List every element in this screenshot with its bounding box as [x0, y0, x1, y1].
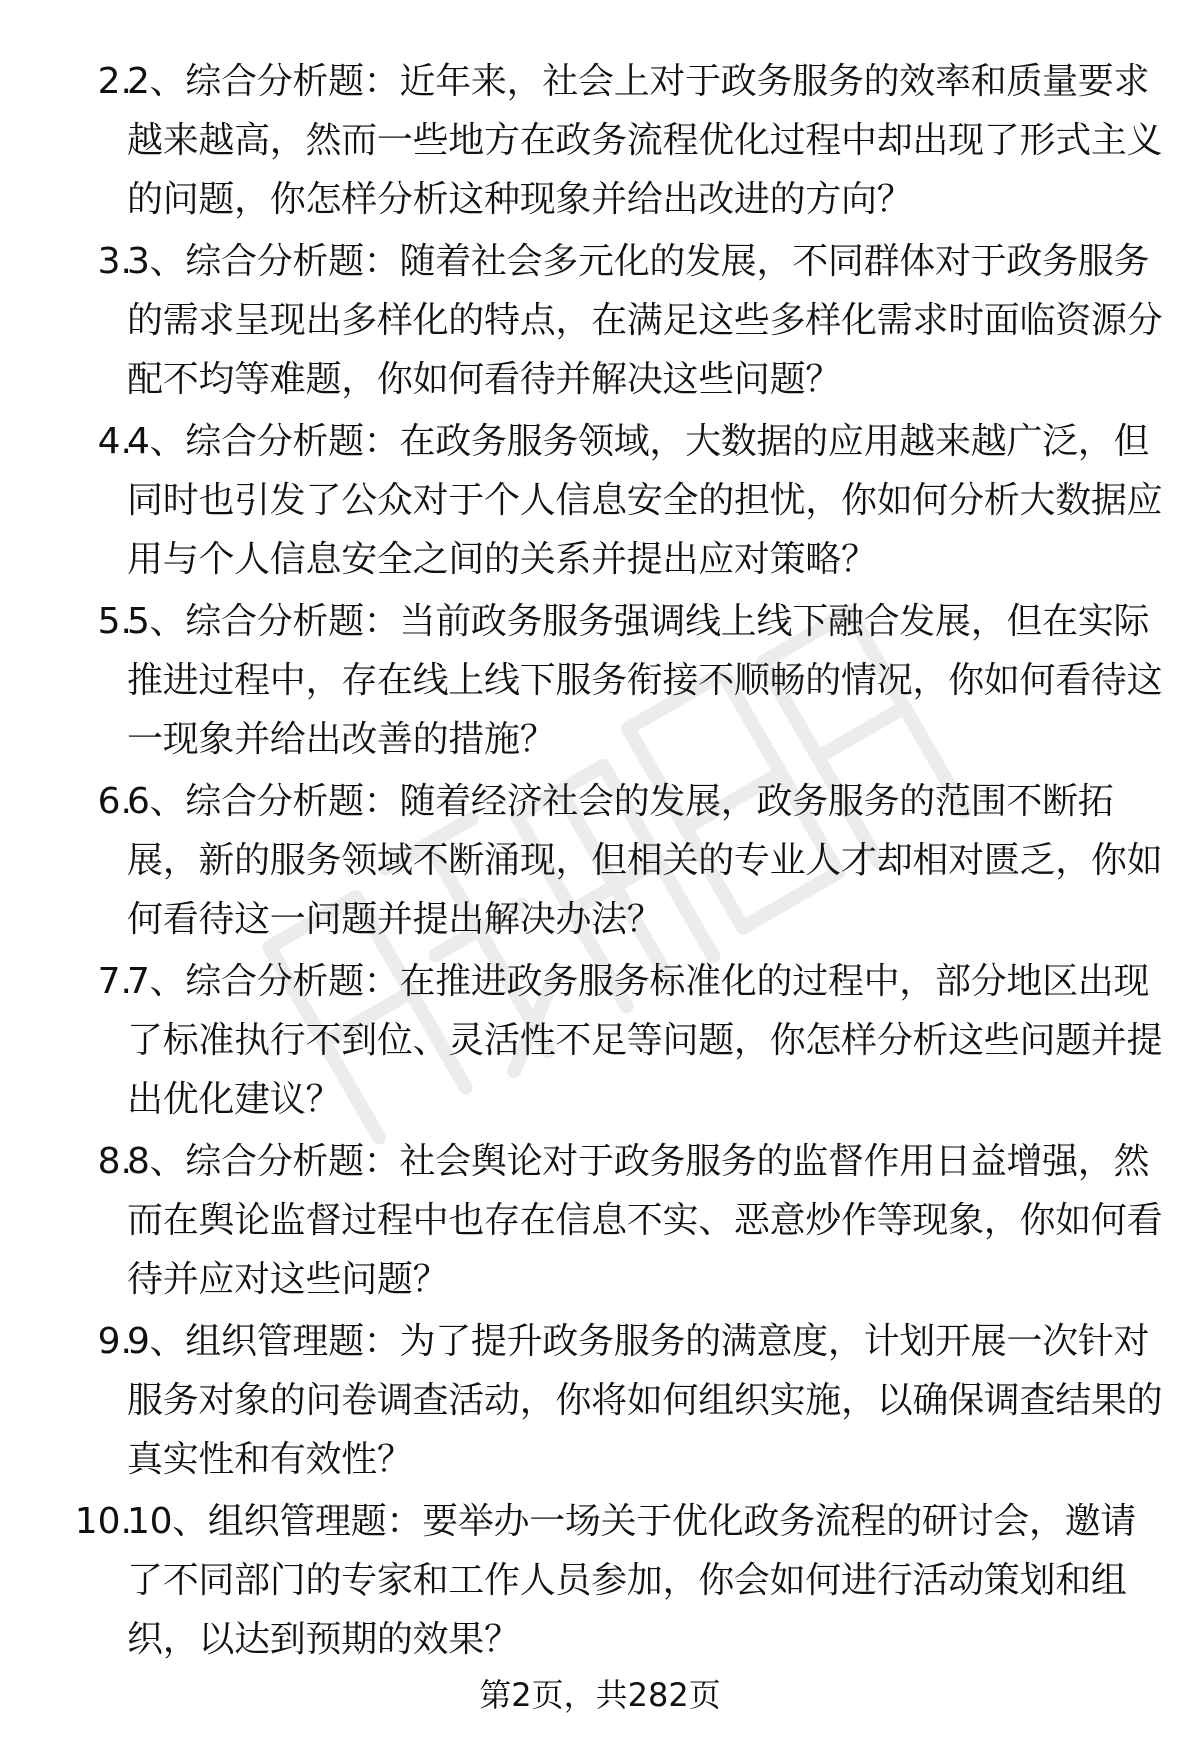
list-item: [0, 232, 1200, 412]
item-number: 2.: [97, 61, 132, 102]
page-number-footer: 第2页，共282页: [479, 1676, 721, 1714]
question-text: 5、综合分析题：当前政务服务强调线上线下融合发展，但在实际推进过程中，存在线上线下服务衔接不顺畅的情况，你如何看待这一现象并给出改善的措施？: [127, 601, 1163, 760]
question-text: 9、组织管理题：为了提升政务服务的满意度，计划开展一次针对服务对象的问卷调查活动，你将如何组织实施，以确保调查结果的真实性和有效性？: [127, 1321, 1163, 1480]
item-number: 8.: [97, 1141, 132, 1182]
question-text: 4、综合分析题：在政务服务领域，大数据的应用越来越广泛，但同时也引发了公众对于个人信息安全的担忧，你如何分析大数据应用与个人信息安全之间的关系并提出应对策略？: [127, 421, 1163, 580]
item-number: 6.: [97, 781, 132, 822]
question-text: 3、综合分析题：随着社会多元化的发展，不同群体对于政务服务的需求呈现出多样化的特点，在满足这些多样化需求时面临资源分配不均等难题，你如何看待并解决这些问题？: [127, 241, 1163, 400]
list-item: [0, 52, 1200, 232]
item-number: 3.: [97, 241, 132, 282]
list-item: [0, 1492, 1200, 1672]
question-text: 2、综合分析题：近年来，社会上对于政务服务的效率和质量要求越来越高，然而一些地方在政务流程优化过程中却出现了形式主义的问题，你怎样分析这种现象并给出改进的方向？: [127, 61, 1163, 220]
item-number: 5.: [97, 601, 132, 642]
item-number: 7.: [97, 961, 132, 1002]
list-item: [0, 952, 1200, 1132]
question-text: 8、综合分析题：社会舆论对于政务服务的监督作用日益增强，然而在舆论监督过程中也存在信息不实、恶意炒作等现象，你如何看待并应对这些问题？: [127, 1141, 1163, 1300]
list-item: [0, 592, 1200, 772]
question-list: [0, 52, 1200, 1672]
list-item: [0, 772, 1200, 952]
item-number: 10.: [74, 1501, 132, 1542]
item-number: 4.: [97, 421, 132, 462]
list-item: [0, 1312, 1200, 1492]
item-number: 9.: [97, 1321, 132, 1362]
question-text: 7、综合分析题：在推进政务服务标准化的过程中，部分地区出现了标准执行不到位、灵活性不足等问题，你怎样分析这些问题并提出优化建议？: [127, 961, 1163, 1120]
question-text: 10、组织管理题：要举办一场关于优化政务流程的研讨会，邀请了不同部门的专家和工作人员参加，你会如何进行活动策划和组织，以达到预期的效果？: [127, 1501, 1137, 1660]
list-item: [0, 1132, 1200, 1312]
list-item: [0, 412, 1200, 592]
question-text: 6、综合分析题：随着经济社会的发展，政务服务的范围不断拓展，新的服务领域不断涌现，但相关的专业人才却相对匮乏，你如何看待这一问题并提出解决办法？: [127, 781, 1163, 940]
